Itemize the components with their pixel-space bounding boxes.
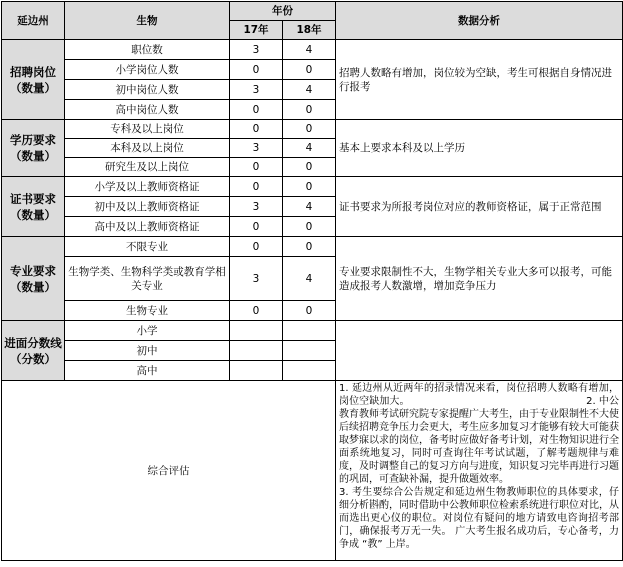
row-value-18: 0 (283, 100, 336, 120)
row-item: 高中岗位人数 (65, 100, 230, 120)
analysis-major: 专业要求限制性不大，生物学相关专业大多可以报考，可能造成报考人数激增，增加竞争压力 (336, 237, 623, 321)
row-item: 专科及以上岗位 (65, 120, 230, 139)
evaluation-paragraph-1: 1. 延边州从近两年的招录情况来看，岗位招聘人数略有增加，岗位空缺加大。 2. 中公教育教师考试研究院专家提醒广大考生，由于专业限制性不大使后续招聘竞争压力会更大，考生应多加复习才能够有较大可能获取梦寐以求的岗位，备考时应做好备考计划，对生物知识进行全面系统地复习，同时可查询往年考试试题，了解考题规律与难度，及时调整自己的复习方向与进度，知识复习完毕再进行习题的巩固，可查缺补漏，提升做题效率。 (339, 383, 619, 485)
row-value-17: 0 (230, 237, 283, 257)
row-item: 小学 (65, 321, 230, 341)
header-year-18: 18年 (283, 21, 336, 40)
row-value-17 (230, 361, 283, 381)
row-value-18: 0 (283, 120, 336, 139)
analysis-score (336, 321, 623, 381)
row-item: 生物专业 (65, 301, 230, 321)
section-label-education: 学历要求（数量） (2, 120, 65, 177)
row-value-18: 0 (283, 301, 336, 321)
row-value-18: 0 (283, 60, 336, 80)
row-item: 高中及以上教师资格证 (65, 217, 230, 237)
row-value-18: 0 (283, 237, 336, 257)
row-item: 职位数 (65, 40, 230, 60)
header-region: 延边州 (2, 2, 65, 40)
row-item: 研究生及以上岗位 (65, 158, 230, 177)
row-value-18: 0 (283, 217, 336, 237)
row-item: 小学及以上教师资格证 (65, 177, 230, 197)
analysis-certificate: 证书要求为所报考岗位对应的教师资格证，属于正常范围 (336, 177, 623, 237)
row-value-18: 4 (283, 139, 336, 158)
header-subject: 生物 (65, 2, 230, 40)
row-value-18: 0 (283, 177, 336, 197)
row-item: 初中及以上教师资格证 (65, 197, 230, 217)
row-value-17 (230, 321, 283, 341)
row-item: 不限专业 (65, 237, 230, 257)
header-year-17: 17年 (230, 21, 283, 40)
analysis-recruit: 招聘人数略有增加，岗位较为空缺，考生可根据自身情况进行报考 (336, 40, 623, 120)
section-label-recruit: 招聘岗位（数量） (2, 40, 65, 120)
row-value-18: 4 (283, 197, 336, 217)
row-value-17: 0 (230, 217, 283, 237)
section-label-major: 专业要求（数量） (2, 237, 65, 321)
row-value-17: 0 (230, 60, 283, 80)
section-label-score: 进面分数线（分数） (2, 321, 65, 381)
recruitment-analysis-table (1, 1, 623, 561)
row-item: 小学岗位人数 (65, 60, 230, 80)
analysis-education: 基本上要求本科及以上学历 (336, 120, 623, 177)
row-value-18: 4 (283, 80, 336, 100)
row-item: 初中岗位人数 (65, 80, 230, 100)
row-value-18 (283, 361, 336, 381)
row-value-18: 4 (283, 257, 336, 301)
row-value-18: 4 (283, 40, 336, 60)
row-value-17: 0 (230, 100, 283, 120)
row-value-17: 3 (230, 257, 283, 301)
row-value-17: 0 (230, 158, 283, 177)
row-value-18 (283, 321, 336, 341)
row-item: 生物学类、生物科学类或教育学相关专业 (65, 257, 230, 301)
row-value-17: 0 (230, 120, 283, 139)
row-value-17: 0 (230, 177, 283, 197)
row-value-17: 3 (230, 80, 283, 100)
row-value-18: 0 (283, 158, 336, 177)
section-label-certificate: 证书要求（数量） (2, 177, 65, 237)
header-analysis: 数据分析 (336, 2, 623, 40)
header-year: 年份 (230, 2, 336, 21)
row-value-17: 0 (230, 301, 283, 321)
row-value-17: 3 (230, 139, 283, 158)
row-item: 高中 (65, 361, 230, 381)
overall-label: 综合评估 (2, 381, 336, 561)
row-value-17 (230, 341, 283, 361)
row-value-18 (283, 341, 336, 361)
row-item: 初中 (65, 341, 230, 361)
overall-evaluation (336, 381, 623, 561)
evaluation-paragraph-2: 3. 考生要综合公告规定和延边州生物教师职位的具体要求，仔细分析斟酌，同时借助中公教师职位检索系统进行职位对比，从而选出更心仪的职位。对岗位有疑问的地方请致电咨询招考部门，确保报考万无一失。 广大考生报名成功后，专心备考，力争成 “教” 上岸。 (339, 487, 619, 550)
row-value-17: 3 (230, 197, 283, 217)
row-item: 本科及以上岗位 (65, 139, 230, 158)
row-value-17: 3 (230, 40, 283, 60)
